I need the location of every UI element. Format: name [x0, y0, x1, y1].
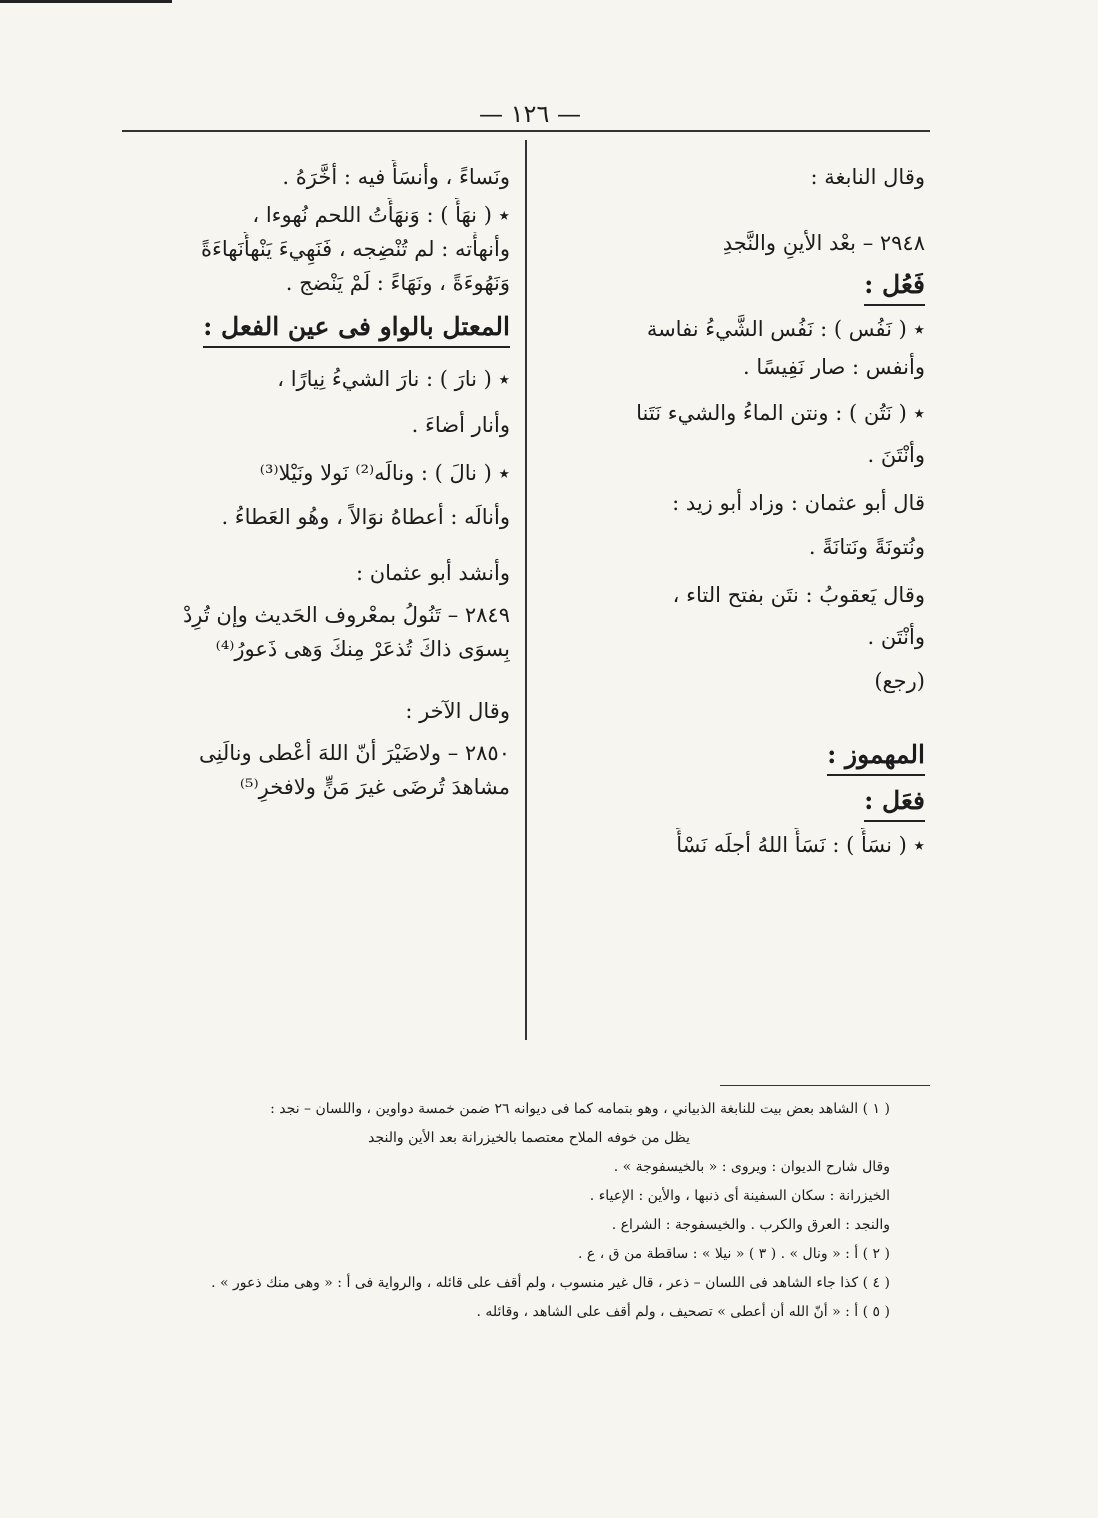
- page-number: — ١٢٦ —: [479, 100, 581, 128]
- footnote-line: ( ٢ ) أ : « ونال » . ( ٣ ) « نيلا » : ساقطة من ق ، ع .: [577, 1246, 890, 1262]
- text-line: وَنَهُوءَةً ، ونَهَاءً : لَمْ يَنْضج .: [285, 271, 510, 295]
- footnotes: [100, 1095, 890, 1327]
- footnote-line: ( ٤ ) كذا جاء الشاهد فى اللسان – ذعر ، قال غير منسوب ، ولم أقف على قائله ، والرواية فى أ : « وهى منك ذعور » .: [211, 1275, 890, 1291]
- text-line: مشاهدَ تُرضَى غيرَ مَنٍّ ولافخرِ⁽⁵⁾: [239, 775, 510, 799]
- top-edge-mark: [0, 0, 172, 3]
- text-line: ونَساءً ، وأنسَأَ فيه : أخَّرَهُ .: [282, 165, 510, 189]
- text-line: ٢٨٥٠ – ولاضَيْرَ أنّ اللهَ أعْطى ونالَنِى: [199, 741, 510, 765]
- column-divider: [525, 140, 527, 1040]
- text-line: ٭ ( نَتُن ) : ونتن الماءُ والشيء نَتَنا: [636, 401, 925, 425]
- text-line: ٢٩٤٨ – بعْد الأينِ والنَّجدِ: [722, 231, 925, 255]
- footnote-rule: [720, 1085, 930, 1086]
- text-line: ونُتونَةً ونَتانَةً .: [808, 535, 925, 559]
- text-line: وقال يَعقوبُ : نتَن بفتح التاء ،: [672, 583, 925, 607]
- left-column: [110, 160, 510, 804]
- text-line: ٭ ( نارَ ) : نارَ الشيءُ نِيارًا ،: [277, 367, 510, 391]
- footnote-line: يظل من خوفه الملاح معتصما بالخيزرانة بعد الأين والنجد: [368, 1130, 690, 1146]
- section-heading: فَعُل :: [540, 268, 925, 306]
- text-line: وأنْتَنَ .: [867, 443, 925, 467]
- footnote-line: وقال شارح الديوان : ويروى : « بالخيسفوجة » .: [613, 1159, 890, 1175]
- text-line: وقال النابغة :: [810, 165, 925, 189]
- text-line: ٭ ( نَفُس ) : نَفُس الشَّيءُ نفاسة: [646, 317, 925, 341]
- text-line: قال أبو عثمان : وزاد أبو زيد :: [672, 491, 925, 515]
- right-column: [540, 160, 925, 862]
- text-line: وأنار أضاءَ .: [411, 413, 510, 437]
- text-line: وأنشد أبو عثمان :: [355, 561, 510, 585]
- text-line: وقال الآخر :: [405, 699, 510, 723]
- text-line: وأنْتَن .: [867, 625, 925, 649]
- text-line: (رجع): [874, 669, 925, 693]
- footnote-line: ( ١ ) الشاهد بعض بيت للنابغة الذبياني ، وهو بتمامه كما فى ديوانه ٢٦ ضمن خمسة دواوين ، واللسان – نجد :: [270, 1101, 890, 1117]
- header-rule: [122, 130, 930, 132]
- footnote-line: والنجد : العرق والكرب . والخيسفوجة : الشراع .: [611, 1217, 890, 1233]
- text-line: وأنالَه : أعطاهُ نوَالاً ، وهُو العَطاءُ .: [221, 505, 510, 529]
- footnote-line: ( ٥ ) أ : « أنّ الله أن أعطى » تصحيف ، ولم أقف على الشاهد ، وقائله .: [476, 1304, 890, 1320]
- text-line: وأنفس : صار نَفِيسًا .: [743, 355, 925, 379]
- text-line: بِسوَى ذاكَ تُذعَرْ مِنكَ وَهى ذَعورُ⁽⁴⁾: [215, 637, 510, 661]
- text-line: ٭ ( نالَ ) : ونالَه⁽²⁾ نَولا ونَيْلا⁽³⁾: [259, 461, 510, 485]
- footnote-line: الخيزرانة : سكان السفينة أى ذنبها ، والأين : الإعياء .: [589, 1188, 890, 1204]
- text-line: وأنهأْته : لم تُنْضِجه ، فَنَهِيءَ يَنْهأُنَهاءَةً: [201, 237, 510, 261]
- section-heading: المهموز :: [540, 738, 925, 776]
- text-line: ٢٨٤٩ – تَنُولُ بمعْروف الحَديث وإن تُرِدْ: [182, 603, 510, 627]
- text-line: ٭ ( نسَأَ ) : نَسَأَ اللهُ أجلَه نَسْأً: [676, 833, 925, 857]
- text-line: ٭ ( نهَأَ ) : وَنهَأَتُ اللحم نُهوءا ،: [252, 203, 510, 227]
- section-heading: المعتل بالواو فى عين الفعل :: [110, 310, 510, 348]
- section-heading: فعَل :: [540, 784, 925, 822]
